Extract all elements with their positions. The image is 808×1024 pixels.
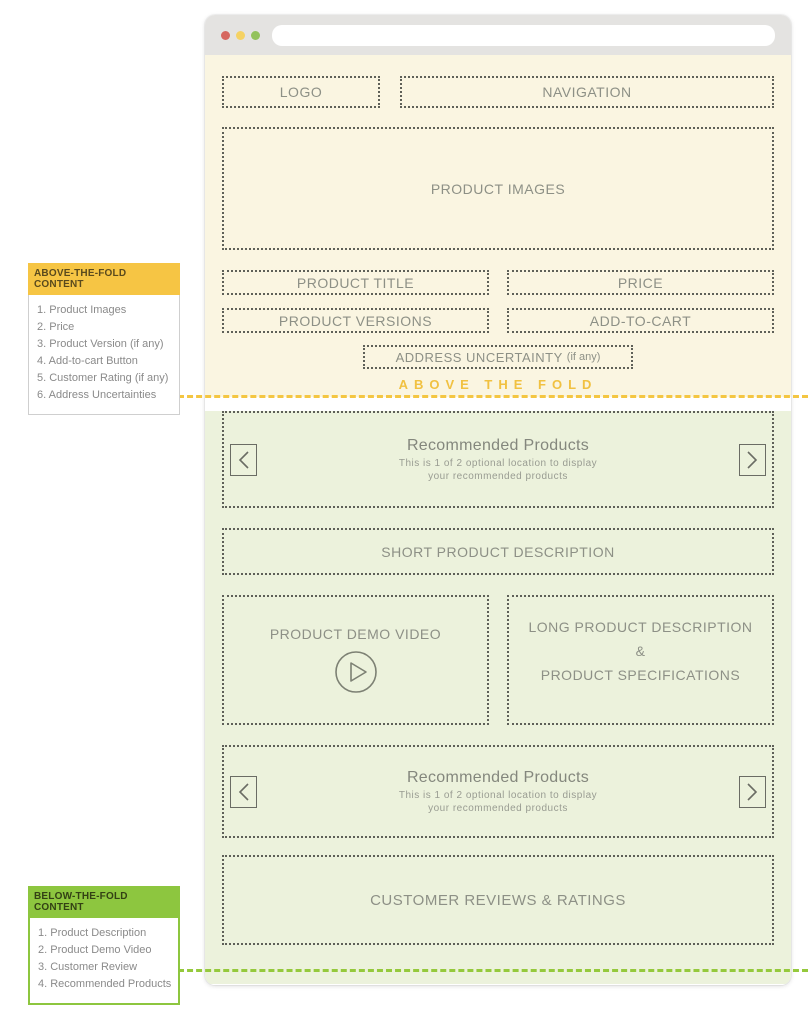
list-item: 1. Product Description <box>38 927 147 939</box>
traffic-lights <box>221 31 260 40</box>
list-item: 3. Product Version (if any) <box>37 338 164 350</box>
customer-reviews-label: CUSTOMER REVIEWS & RATINGS <box>370 891 626 909</box>
price-label: PRICE <box>617 274 664 291</box>
above-fold-divider-line <box>178 395 808 398</box>
above-fold-content-note <box>28 263 180 415</box>
recommended-subtitle-line1: This is 1 of 2 optional location to display <box>398 789 598 801</box>
list-item: 1. Product Images <box>37 304 127 316</box>
navigation-placeholder[interactable] <box>400 76 774 108</box>
list-item: 4. Add-to-cart Button <box>37 355 138 367</box>
recommended-subtitle-line2: your recommended products <box>428 802 568 814</box>
above-fold-section <box>205 55 791 397</box>
product-versions-placeholder[interactable] <box>222 308 489 333</box>
recommended-products-carousel-2 <box>222 745 774 838</box>
long-description-line1: LONG PRODUCT DESCRIPTION <box>528 619 753 635</box>
list-item: 3. Customer Review <box>38 961 138 973</box>
list-item: 2. Price <box>37 321 75 333</box>
short-description-label: SHORT PRODUCT DESCRIPTION <box>381 543 615 560</box>
recommended-subtitle-line1: This is 1 of 2 optional location to display <box>398 457 598 469</box>
zoom-window-icon[interactable] <box>251 31 260 40</box>
long-description-placeholder <box>507 595 774 725</box>
logo-label: LOGO <box>279 84 323 100</box>
add-to-cart-placeholder[interactable] <box>507 308 774 333</box>
product-title-placeholder <box>222 270 489 295</box>
product-images-placeholder <box>222 127 774 250</box>
product-versions-label: PRODUCT VERSIONS <box>278 312 433 329</box>
long-description-ampersand: & <box>635 643 646 659</box>
chevron-right-icon <box>746 450 759 470</box>
address-uncertainty-label: ADDRESS UNCERTAINTY <box>395 349 563 365</box>
browser-chrome-bar <box>205 15 791 55</box>
below-fold-note-list <box>28 918 180 1005</box>
long-description-line3: PRODUCT SPECIFICATIONS <box>540 667 741 683</box>
carousel-prev-button[interactable] <box>230 776 257 808</box>
list-item: 4. Recommended Products <box>38 978 172 990</box>
product-title-label: PRODUCT TITLE <box>296 274 415 291</box>
below-fold-section <box>205 411 791 984</box>
below-fold-divider-line <box>178 969 808 972</box>
chevron-left-icon <box>237 782 250 802</box>
customer-reviews-placeholder <box>222 855 774 945</box>
above-fold-note-title: ABOVE-THE-FOLD CONTENT <box>28 263 180 295</box>
carousel-prev-button[interactable] <box>230 444 257 476</box>
below-fold-content-note <box>28 886 180 1005</box>
carousel-next-button[interactable] <box>739 776 766 808</box>
recommended-products-carousel-1 <box>222 411 774 508</box>
chevron-left-icon <box>237 450 250 470</box>
add-to-cart-label: ADD-TO-CART <box>589 312 692 329</box>
address-uncertainty-note: (if any) <box>566 351 601 363</box>
list-item: 2. Product Demo Video <box>38 944 152 956</box>
price-placeholder <box>507 270 774 295</box>
product-demo-video-placeholder <box>222 595 489 725</box>
product-images-label: PRODUCT IMAGES <box>430 180 566 197</box>
logo-placeholder <box>222 76 380 108</box>
recommended-subtitle-line2: your recommended products <box>428 470 568 482</box>
close-window-icon[interactable] <box>221 31 230 40</box>
recommended-title: Recommended Products <box>406 768 590 786</box>
play-icon[interactable] <box>334 650 378 694</box>
recommended-title: Recommended Products <box>406 436 590 454</box>
navigation-label: NAVIGATION <box>542 84 632 100</box>
chevron-right-icon <box>746 782 759 802</box>
below-fold-note-title: BELOW-THE-FOLD CONTENT <box>28 886 180 918</box>
list-item: 6. Address Uncertainties <box>37 389 157 401</box>
list-item: 5. Customer Rating (if any) <box>37 372 169 384</box>
above-the-fold-caption: ABOVE THE FOLD <box>398 377 598 392</box>
above-fold-note-list <box>28 295 180 415</box>
demo-video-label: PRODUCT DEMO VIDEO <box>269 626 442 642</box>
address-uncertainty-placeholder <box>363 345 633 369</box>
url-bar[interactable] <box>272 25 775 46</box>
browser-window <box>205 15 791 985</box>
short-description-placeholder <box>222 528 774 575</box>
browser-bottom-strip <box>205 984 791 985</box>
carousel-next-button[interactable] <box>739 444 766 476</box>
minimize-window-icon[interactable] <box>236 31 245 40</box>
